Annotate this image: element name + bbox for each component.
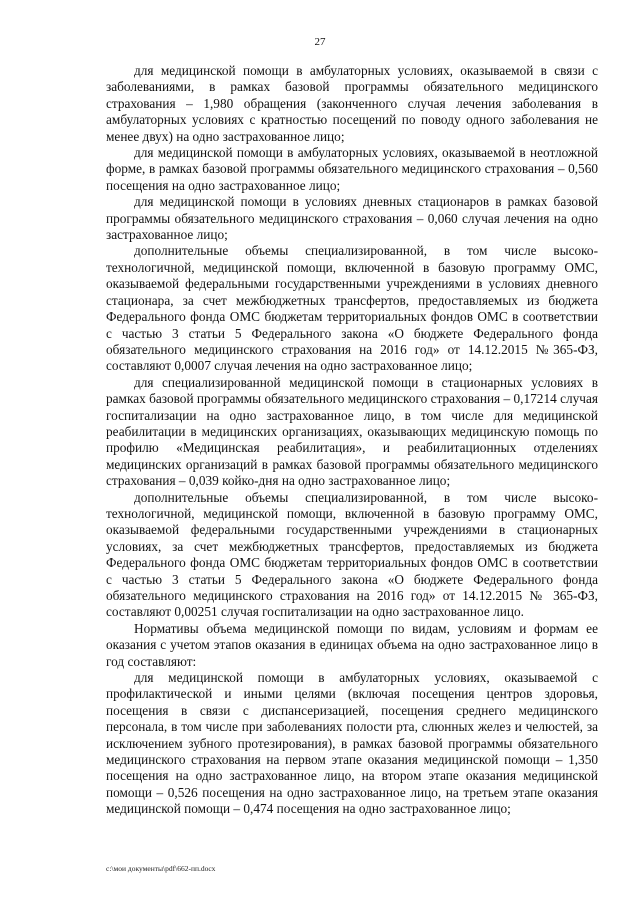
paragraph: для медицинской помощи в амбулаторных условиях, оказываемой в связи с заболеваниями, в рамках базовой программы обязательного медицинского страхования – 1,980 обращения (законченного случая лечения заболевания в амбулаторных условиях с кратностью посещений по поводу одного заболевания не менее двух) на одно застрахованное лицо; <box>106 63 598 144</box>
paragraph: для специализированной медицинской помощи в стационарных условиях в рамках базовой программы обязательного медицинского страхования – 0,17214 случая госпитализации на одно застрахованное лицо, в том числе для медицинской реабилитации в медицинских организациях, оказывающих медицинскую помощь по профилю «Медицинская реабилитация», и реабилитационных отделениях медицинских организаций в рамках базовой программы обязательного медицинского страхования – 0,039 койко-дня на одно застрахованное лицо; <box>106 374 598 489</box>
paragraph: Нормативы объема медицинской помощи по видам, условиям и формам ее оказания с учетом этапов оказания в единицах объема на одно застрахованное лицо в год составляют: <box>106 620 598 669</box>
paragraph: для медицинской помощи в условиях дневных стационаров в рамках базовой программы обязательного медицинского страхования – 0,060 случая лечения на одно застрахованное лицо; <box>106 194 598 243</box>
paragraph: для медицинской помощи в амбулаторных условиях, оказываемой с профилактической и иными целями (включая посещения центров здоровья, посещения в связи с диспансеризацией, посещения среднего медицинского персонала, в том числе при заболеваниях полости рта, слюнных желез и челюстей, за исключением зубного протезирования), в рамках базовой программы обязательного медицинского страхования на первом этапе оказания медицинской помощи – 1,350 посещения на одно застрахованное лицо, на втором этапе оказания медицинской помощи – 0,526 посещения на одно застрахованное лицо, на третьем этапе оказания медицинской помощи – 0,474 посещения на одно застрахованное лицо; <box>106 670 598 817</box>
paragraph: дополнительные объемы специализированной, в том числе высокотехнологичной, медицинской помощи, включенной в базовую программу ОМС, оказываемой федеральными государственными учреждениями в стационарных условиях, за счет межбюджетных трансфертов, предоставляемых из бюджета Федерального фонда ОМС бюджетам территориальных фондов ОМС в соответствии с частью 3 статьи 5 Федерального закона «О бюджете Федерального фонда обязательного медицинского страхования на 2016 год» от 14.12.2015 № 365-ФЗ, составляют 0,00251 случая госпитализации на одно застрахованное лицо. <box>106 489 598 620</box>
paragraph: дополнительные объемы специализированной, в том числе высокотехнологичной, медицинской помощи, включенной в базовую программу ОМС, оказываемой федеральными государственными учреждениями в условиях дневного стационара, за счет межбюджетных трансфертов, предоставляемых из бюджета Федерального фонда ОМС бюджетам территориальных фондов ОМС в соответствии с частью 3 статьи 5 Федерального закона «О бюджете Федерального фонда обязательного медицинского страхования на 2016 год» от 14.12.2015 №365-ФЗ, составляют 0,0007 случая лечения на одно застрахованное лицо; <box>106 243 598 374</box>
paragraph: для медицинской помощи в амбулаторных условиях, оказываемой в неотложной форме, в рамках базовой программы обязательного медицинского страхования – 0,560 посещения на одно застрахованное лицо; <box>106 145 598 193</box>
file-path-footer: c:\мои документы\pdf\662-пп.docx <box>106 864 216 873</box>
page-number: 27 <box>314 36 326 48</box>
document-body <box>106 63 598 818</box>
